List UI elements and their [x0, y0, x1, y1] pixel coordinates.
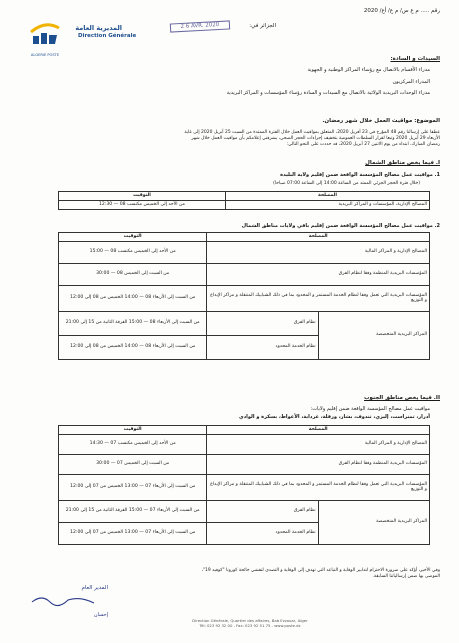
table-row [59, 454, 430, 474]
service-cell: المؤسسات البريدية المنظمة وفقا لنظام الفرق [207, 454, 430, 474]
closing-line: الموصى بها ضمن إرسالياتنا السابقة. [372, 574, 440, 579]
col-service-header: المصلحة [207, 233, 430, 242]
time-cell: من الأحد إلى الخميس مكتسب 08 — 12:30 [59, 200, 226, 209]
subsection-blida-title: 1. مواقيت عمل مصالح المؤسسة الواقعة ضمن إقليم ولاية البليدة [280, 172, 440, 178]
table-south [58, 425, 430, 545]
service-cell: نظام الخدمة المحدود [207, 522, 318, 544]
time-cell: من السبت إلى الخميس 08 — 30:00 [59, 263, 207, 285]
time-cell: من الأحد إلى الخميس مكتسب 07 — 14:30 [59, 434, 207, 454]
service-cell: المصالح الإدارية، المؤسسات و المراكز البريدية [225, 200, 429, 209]
col-service-header: المصلحة [207, 426, 430, 435]
recipient-item: مدراء الأقسام بالاتصال مع رؤساء المراكز الوطنية و الجهوية [307, 67, 430, 73]
service-cell: نظام الفرق [207, 311, 318, 335]
footer [150, 618, 350, 628]
closing-line: وفي الأخير، أؤكد على ضرورة الاحترام لتدابير الوقاية و التباعد التي تهدف إلى الوقاية و التصدي لتفشي جائحة كورونا "كوفيد 19"، [201, 568, 440, 573]
service-cell: المؤسسات البريدية التي تعمل وفقا لنظام الخدمة المستمر و المحدود بما في ذلك الشبابيك المتنقلة و مراكز الإيداع و التوزيع [207, 474, 430, 500]
body-line: الأربعاء 29 أبريل 2020 وتبعا لقرار السلطات العمومية بتخفيف إجراءات الحجر الصحي، يشرفني إعلامكم بأن مواقيت العمل خلال شهر [191, 136, 440, 141]
reference-line: رقم ..... م ع س/ م ع/ أع/ 2020 [363, 8, 440, 14]
table-row [59, 474, 430, 500]
table-row [59, 434, 430, 454]
table-north [58, 232, 430, 360]
time-cell: من السبت إلى الأربعاء 08 — 15:00 الفرقة الثانية من 15 إلى 21:00 [59, 311, 207, 335]
signature-role: المدير العام [81, 585, 108, 591]
section-south-wilayas: أدرار، تمنراست، إليزي، تندوف، بشار، ورقلة، غرداية، الأغواط، بسكرة و الوادي [238, 414, 430, 420]
footer-address: Direction Générale, Quartier des affaires, Bab Ezzouar, Alger [192, 618, 308, 623]
time-cell: من السبت إلى الأربعاء 07 — 13:00 الخميس من 07 إلى 12:00 [59, 474, 207, 500]
subsection-north-title: 2. مواقيت عمل مصالح المؤسسة الواقعة ضمن إقليم باقي ولايات مناطق الشمال [241, 223, 440, 229]
service-cell: نظام الفرق [207, 500, 318, 522]
group-label-cell: المراكز البريدية المتخصصة [318, 311, 429, 359]
service-cell: نظام الخدمة المحدود [207, 335, 318, 359]
table-blida [58, 191, 430, 210]
handwritten-signature [28, 592, 98, 608]
signature-name: إحسان [93, 612, 108, 618]
recipients-list [170, 67, 430, 97]
col-time-header: التوقيت [59, 192, 226, 201]
org-name-ar: المديرية العامة [75, 24, 122, 32]
date-stamp: 2 6 AVR. 2020 [170, 20, 230, 32]
recipients-title: السيدات و السادة: [390, 56, 440, 62]
logo-caption: ALGERIE POSTE [30, 53, 60, 57]
table-row [59, 241, 430, 263]
table-row [59, 500, 430, 522]
section-north-title: I. فيما يخص مناطق الشمال [365, 160, 440, 166]
table-row [59, 311, 430, 335]
service-cell: المصالح الإدارية و المراكز المالية [207, 241, 430, 263]
section-south-intro: مواقيت عمل مصالح المؤسسة الواقعة ضمن إقليم ولايات: [310, 406, 430, 412]
subsection-blida-note: (خلال فترة الحجر الجزئي الممتد من الساعة 14:00 إلى الساعة 07:00 صباحا) [273, 181, 420, 186]
col-time-header: التوقيت [59, 233, 207, 242]
group-label-cell: المراكز البريدية المتخصصة [318, 500, 429, 544]
service-cell: المؤسسات البريدية التي تعمل وفقا لنظام الخدمة المستمر و المحدود بما في ذلك الشبابيك المتنقلة و مراكز الإيداع و التوزيع [207, 285, 430, 311]
service-cell: المصالح الإدارية و المراكز المالية [207, 434, 430, 454]
table-row [59, 200, 430, 209]
time-cell: من السبت إلى الأربعاء 07 — 13:00 الخميس من 07 إلى 12:00 [59, 522, 207, 544]
org-name-fr: Direction Générale [78, 33, 137, 39]
footer-contact: Tél: 023 92 32 00 - Fax: 023 92 51 75 - www.poste.dz [199, 623, 301, 628]
signature-block [28, 585, 108, 617]
algerie-poste-logo [25, 18, 65, 57]
section-south-title: II. فيما يخص مناطق الجنوب [364, 395, 440, 401]
body-paragraph [22, 130, 440, 148]
subject-line: الموضوع: مواقيت العمل خلال شهر رمضان. [322, 118, 440, 124]
recipient-item: مدراء الوحدات البريدية الولائية بالاتصال مع السيدات و السادة رؤساء المؤسسات و المراكز البريدية [226, 90, 430, 96]
time-cell: من السبت إلى الأربعاء 08 — 14:00 الخميس من 08 إلى 12:00 [59, 335, 207, 359]
table-row [59, 285, 430, 311]
time-cell: من السبت إلى الأربعاء 08 — 14:00 الخميس من 08 إلى 12:00 [59, 285, 207, 311]
col-time-header: التوقيت [59, 426, 207, 435]
time-cell: من السبت إلى الخميس 07 — 30:00 [59, 454, 207, 474]
closing-paragraph [22, 568, 440, 580]
body-line: عطفا على إرسالنا رقم 48 المؤرخ في 23 أفريل 2020، المتعلق بمواقيت العمل خلال الفترة الممتدة من السبت 25 أبريل 2020 إلى غاية [184, 130, 440, 135]
service-cell: المؤسسات البريدية المنظمة وفقا لنظام الفرق [207, 263, 430, 285]
table-row [59, 263, 430, 285]
recipient-item: المدراء المركزيون [392, 78, 430, 85]
col-service-header: المصلحة [225, 192, 429, 201]
time-cell: من الأحد إلى الخميس مكتسب 08 — 15:00 [59, 241, 207, 263]
city-date: الجزائر في: [249, 23, 276, 29]
body-line: رمضان المبارك، ابتداء من يوم الاثنين 27 أبريل 2020، قد حددت على النحو التالي: [286, 142, 440, 147]
time-cell: من السبت إلى الأربعاء 07 — 15:00 الفرقة الثانية من 15 إلى 21:00 [59, 500, 207, 522]
